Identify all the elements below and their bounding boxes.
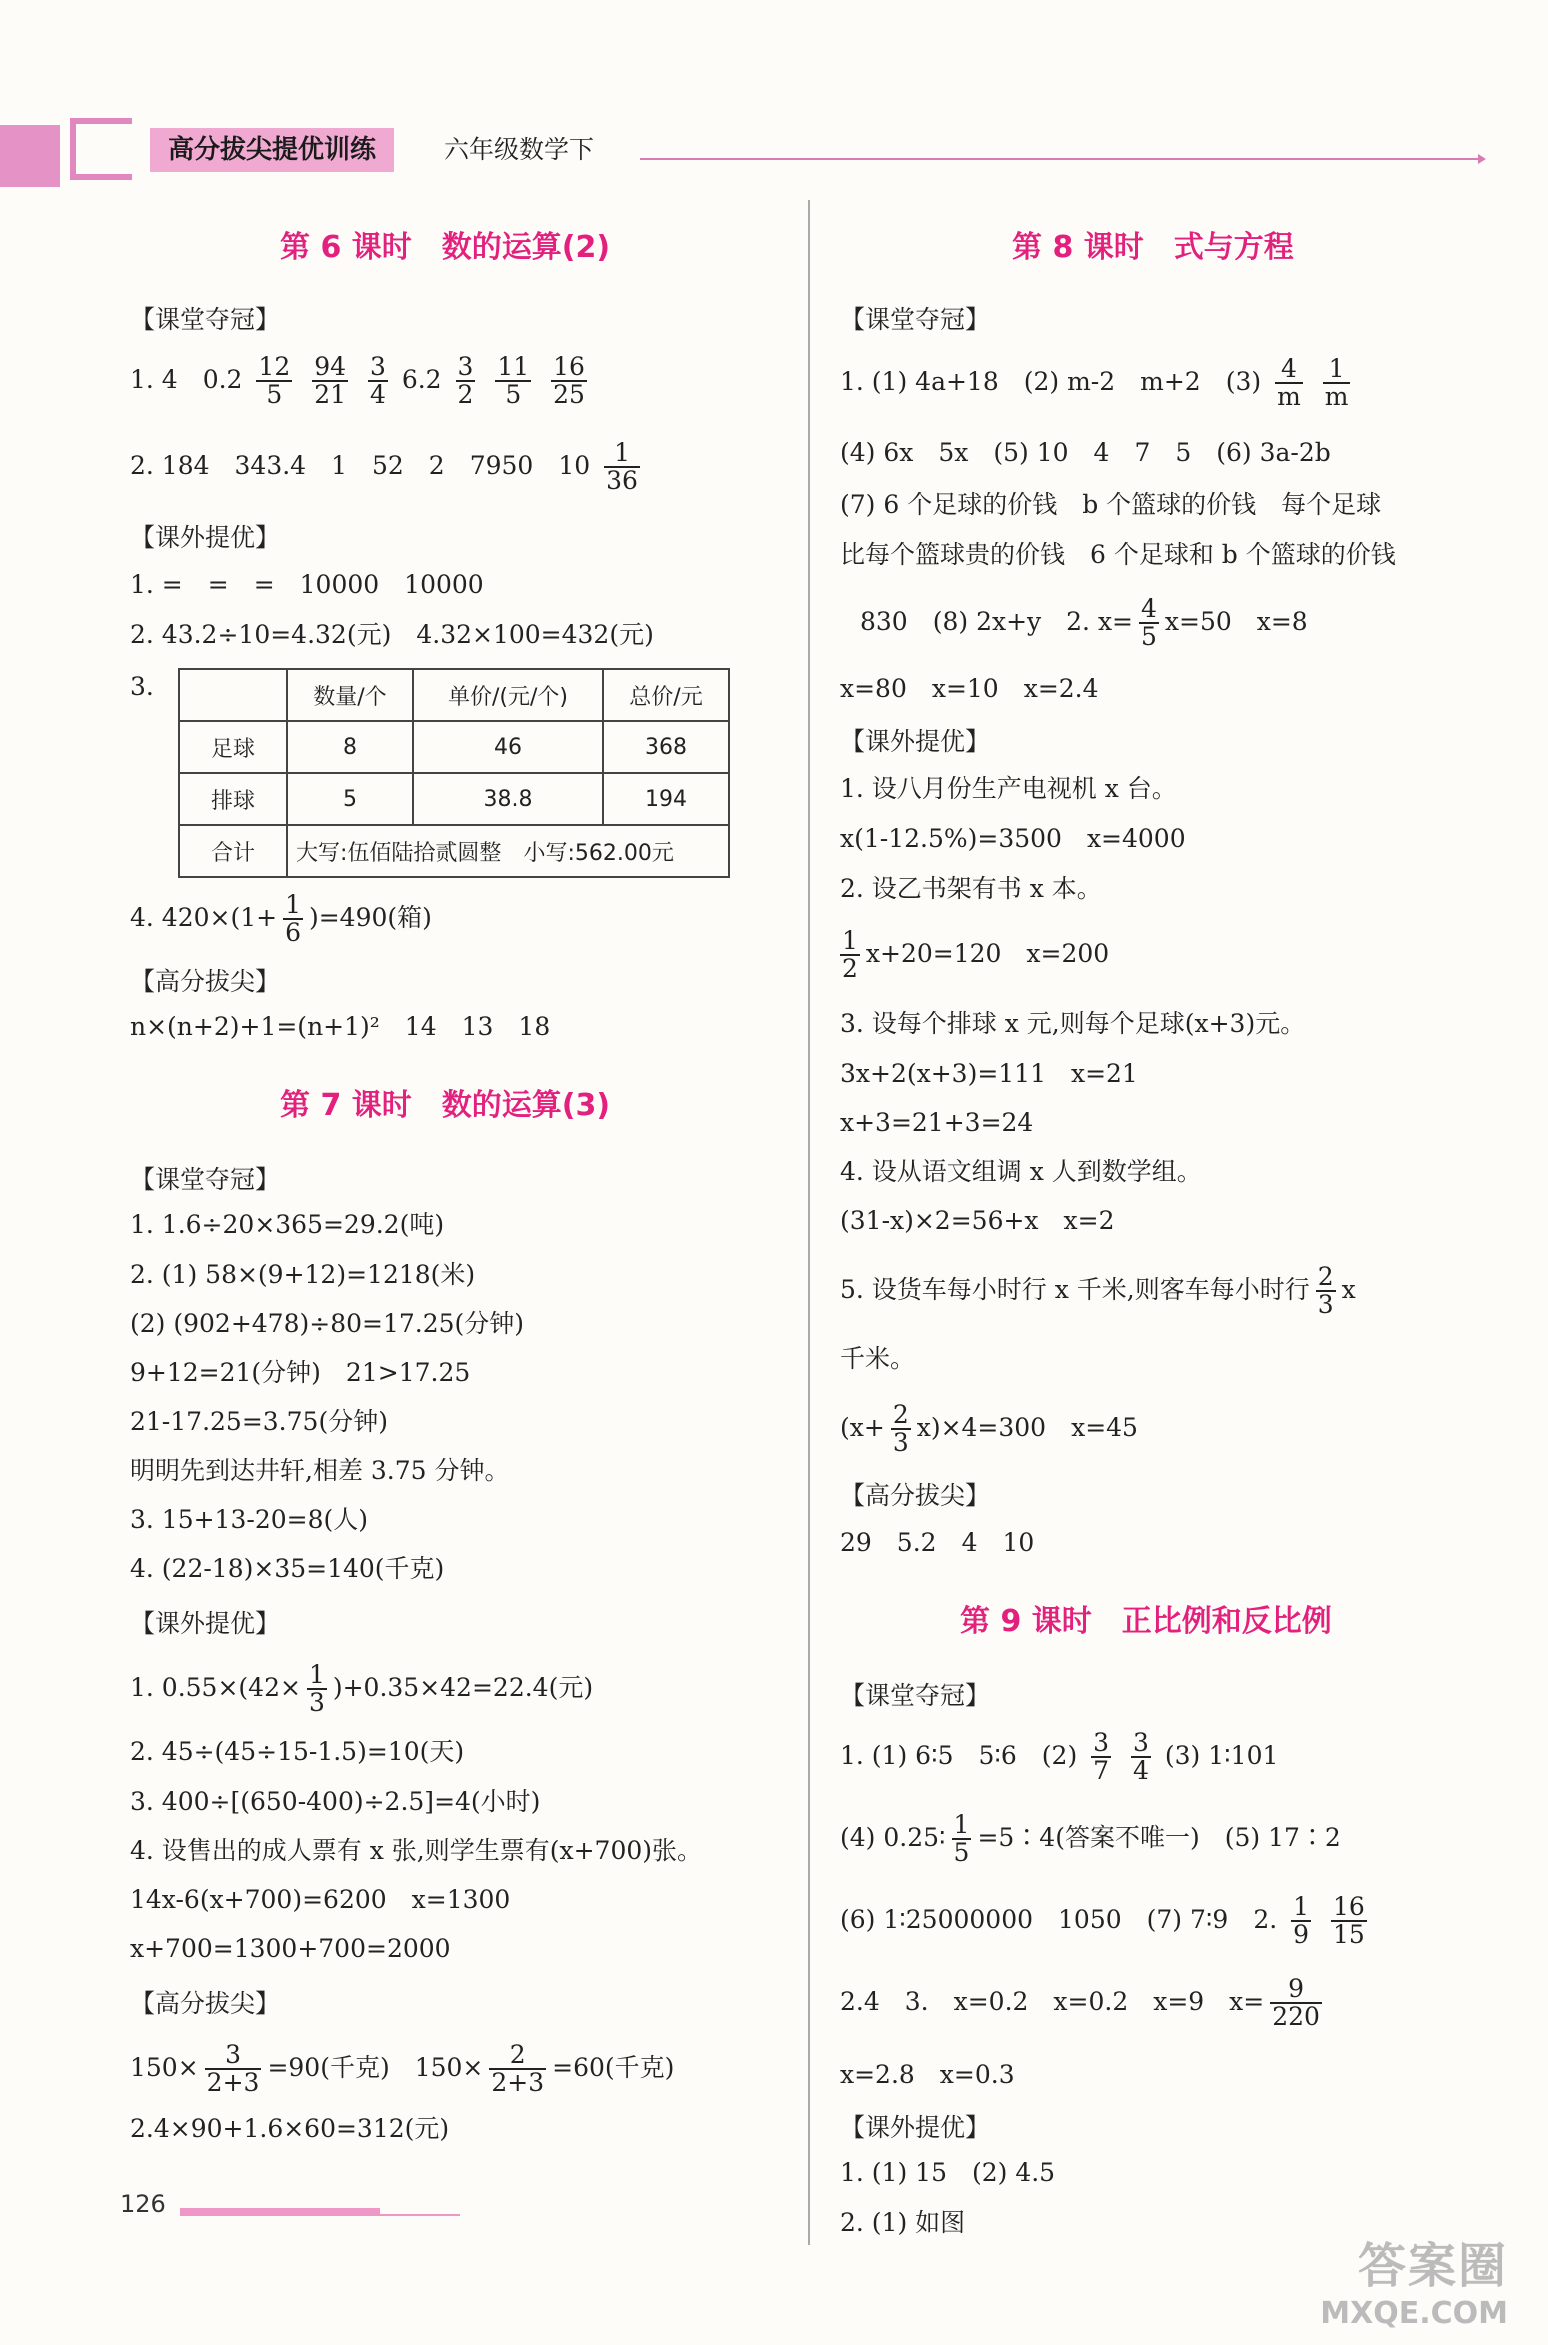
l7-k2a: 2. (1) 58×(9+12)=1218(米) (130, 1260, 476, 1289)
section-ketang: 【课堂夺冠】 (130, 305, 281, 334)
denominator: m (1277, 382, 1301, 412)
r8-k1 (840, 356, 1356, 411)
r8-w1b: x(1-12.5%)=3500 x=4000 (840, 824, 1186, 853)
table-header-cell: 总价/元 (603, 669, 729, 721)
numerator: 94 (314, 352, 346, 381)
numerator: 2 (1317, 1262, 1334, 1291)
text-fragment: 150× (130, 2052, 199, 2082)
text-fragment: x=50 x=8 (1164, 606, 1308, 636)
l7-k2d: 21-17.25=3.75(分钟) (130, 1407, 388, 1436)
table-cell: 194 (603, 773, 729, 825)
fraction (456, 354, 476, 409)
l7-k2c: 9+12=21(分钟) 21>17.25 (130, 1358, 471, 1387)
fraction (307, 1662, 327, 1717)
table-cell: 5 (287, 773, 413, 825)
numerator: 1 (308, 1660, 325, 1689)
section-kewai: 【课外提优】 (130, 1609, 281, 1638)
numerator: 16 (1332, 1892, 1365, 1921)
numerator: 1 (953, 1810, 970, 1839)
numerator: 1 (1293, 1892, 1310, 1921)
l6-k4 (130, 892, 432, 947)
r8-w5c (840, 1402, 1138, 1457)
table-cell: 合计 (179, 825, 287, 877)
fraction (1091, 1730, 1111, 1785)
denominator: 6 (285, 918, 301, 948)
denominator: 2+3 (491, 2068, 545, 2098)
denominator: 3 (308, 1688, 325, 1718)
lesson-6-title: 第 6 课时 数的运算(2) (280, 230, 611, 265)
fraction (205, 2042, 262, 2097)
section-gaofen: 【高分拔尖】 (130, 967, 281, 996)
numerator: 16 (553, 352, 585, 381)
numerator: 3 (369, 352, 386, 381)
table-cell: 8 (287, 721, 413, 773)
denominator: m (1324, 382, 1349, 412)
l7-g1 (130, 2042, 674, 2097)
r9-k3 (840, 1894, 1373, 1949)
fraction (1291, 1894, 1311, 1949)
l7-k4: 4. (22-18)×35=140(千克) (130, 1554, 445, 1583)
table-row (179, 669, 729, 721)
lesson-8-title: 第 8 课时 式与方程 (1012, 230, 1294, 265)
text-fragment: 4. 420×(1+ (130, 902, 278, 932)
section-kewai: 【课外提优】 (130, 523, 281, 552)
text-fragment: =90(千克) 150× (267, 2052, 484, 2082)
r8-k1e (860, 596, 1308, 651)
l6-k3-label: 3. (130, 672, 154, 701)
r9-k2 (840, 1812, 1341, 1867)
text-fragment: (6) 1∶25000000 1050 (7) 7∶9 2. (840, 1904, 1278, 1934)
fraction (1270, 1976, 1322, 2031)
table-header-cell: 数量/个 (287, 669, 413, 721)
l7-g2: 2.4×90+1.6×60=312(元) (130, 2114, 450, 2143)
fraction (495, 354, 531, 409)
r9-k1 (840, 1730, 1278, 1785)
text-fragment: x+20=120 x=200 (865, 938, 1110, 968)
lesson-9-title: 第 9 课时 正比例和反比例 (960, 1604, 1332, 1639)
table-cell: 足球 (179, 721, 287, 773)
text-fragment: =60(千克) (552, 2052, 675, 2082)
numerator: 1 (1323, 356, 1351, 384)
lesson-7-title: 第 7 课时 数的运算(3) (280, 1088, 611, 1123)
denominator: 2+3 (206, 2068, 260, 2098)
page-number: 126 (120, 2190, 166, 2218)
r8-w3b: 3x+2(x+3)=111 x=21 (840, 1059, 1138, 1088)
section-ketang: 【课堂夺冠】 (130, 1165, 281, 1194)
table-cell: 368 (603, 721, 729, 773)
fraction (1331, 1894, 1367, 1949)
table-row (179, 825, 729, 877)
header-book: 六年级数学下 (444, 135, 595, 164)
fraction (368, 354, 388, 409)
l7-w1 (130, 1662, 593, 1717)
r8-k1f: x=80 x=10 x=2.4 (840, 674, 1099, 703)
denominator: 7 (1093, 1756, 1110, 1786)
section-ketang: 【课堂夺冠】 (840, 1681, 991, 1710)
l6-q1 (130, 354, 593, 409)
text-fragment: =5∶4(答案不唯一) (5) 17∶2 (977, 1822, 1341, 1852)
numerator: 3 (1093, 1728, 1110, 1757)
header-tab-decoration (0, 125, 60, 187)
text-fragment: 1. 4 0.2 (130, 364, 243, 394)
section-kewai: 【课外提优】 (840, 2113, 991, 2142)
table-total-cell: 大写:伍佰陆拾贰圆整 小写:562.00元 (287, 825, 729, 877)
fraction (256, 354, 292, 409)
text-fragment: 5. 设货车每小时行 x 千米,则客车每小时行 (840, 1274, 1310, 1304)
denominator: 2 (842, 954, 858, 984)
r8-k1d: 比每个篮球贵的价钱 6 个足球和 b 个篮球的价钱 (840, 540, 1396, 569)
fraction (1131, 1730, 1151, 1785)
denominator: 21 (314, 380, 346, 410)
table-row (179, 721, 729, 773)
l7-k1: 1. 1.6÷20×365=29.2(吨) (130, 1210, 445, 1239)
text-fragment: (4) 0.25∶ (840, 1822, 946, 1852)
numerator: 12 (258, 352, 291, 381)
text-fragment: 2. 184 343.4 1 52 2 7950 10 (130, 450, 591, 480)
r9-w1: 1. (1) 15 (2) 4.5 (840, 2158, 1056, 2187)
text-fragment: (3) 1∶101 (1164, 1740, 1279, 1770)
table-header-cell (179, 669, 287, 721)
r8-w4b: (31-x)×2=56+x x=2 (840, 1206, 1115, 1235)
section-gaofen: 【高分拔尖】 (840, 1481, 991, 1510)
text-fragment: 1. (1) 4a+18 (2) m-2 m+2 (3) (840, 366, 1262, 396)
numerator: 4 (1275, 356, 1303, 384)
numerator: 1 (285, 890, 301, 919)
fraction (489, 2042, 546, 2097)
fraction (283, 892, 303, 947)
numerator: 9 (1270, 1976, 1322, 2004)
text-fragment: (x+ (840, 1412, 885, 1442)
l7-w2: 2. 45÷(45÷15-1.5)=10(天) (130, 1737, 465, 1766)
l7-w3: 3. 400÷[(650-400)÷2.5]=4(小时) (130, 1787, 541, 1816)
footer-rule (380, 2214, 460, 2216)
l7-w4c: x+700=1300+700=2000 (130, 1934, 451, 1963)
watermark-logo: 答案圈 MXQE.COM (1320, 2238, 1508, 2331)
fraction (1316, 1264, 1336, 1319)
l6-k2: 2. 43.2÷10=4.32(元) 4.32×100=432(元) (130, 620, 654, 649)
denominator: 5 (953, 1838, 970, 1868)
numerator: 3 (457, 352, 474, 381)
r8-w2a: 2. 设乙书架有书 x 本。 (840, 874, 1102, 903)
r8-w2b (840, 928, 1109, 983)
r8-w3a: 3. 设每个排球 x 元,则每个足球(x+3)元。 (840, 1009, 1306, 1038)
footer-bar (180, 2208, 380, 2216)
price-table (178, 668, 730, 878)
denominator: 15 (1332, 1920, 1365, 1950)
text-fragment: )=490(箱) (308, 902, 432, 932)
column-divider (808, 200, 810, 2245)
l6-k1: 1. = = = 10000 10000 (130, 570, 484, 599)
denominator: 36 (606, 466, 638, 496)
l7-w4b: 14x-6(x+700)=6200 x=1300 (130, 1885, 511, 1914)
denominator: 3 (1317, 1290, 1334, 1320)
numerator: 3 (1133, 1728, 1149, 1757)
text-fragment: 6.2 (401, 364, 442, 394)
r8-w1a: 1. 设八月份生产电视机 x 台。 (840, 774, 1177, 803)
l7-k2e: 明明先到达井轩,相差 3.75 分钟。 (130, 1456, 510, 1485)
numerator: 1 (842, 926, 858, 955)
r8-w5a (840, 1264, 1356, 1319)
section-gaofen: 【高分拔尖】 (130, 1989, 281, 2018)
table-cell: 46 (413, 721, 603, 773)
denominator: 3 (892, 1428, 909, 1458)
text-fragment: 830 (8) 2x+y 2. x= (860, 606, 1133, 636)
text-fragment: 1. 0.55×(42× (130, 1672, 301, 1702)
l7-k2b: (2) (902+478)÷80=17.25(分钟) (130, 1309, 525, 1338)
numerator: 1 (604, 440, 640, 468)
fraction (312, 354, 348, 409)
fraction (840, 928, 860, 983)
l6-q2 (130, 440, 646, 495)
numerator: 3 (205, 2042, 262, 2070)
header-series: 高分拔尖提优训练 (150, 128, 394, 172)
text-fragment: )+0.35×42=22.4(元) (332, 1672, 594, 1702)
r9-w2: 2. (1) 如图 (840, 2208, 966, 2237)
r8-w4a: 4. 设从语文组调 x 人到数学组。 (840, 1157, 1202, 1186)
text-fragment: 2.4 3. x=0.2 x=0.2 x=9 x= (840, 1986, 1265, 2016)
header-rule (640, 158, 1480, 160)
section-kewai: 【课外提优】 (840, 727, 991, 756)
denominator: 4 (1133, 1756, 1149, 1786)
table-header-cell: 单价/(元/个) (413, 669, 603, 721)
numerator: 4 (1141, 594, 1157, 623)
r8-w3c: x+3=21+3=24 (840, 1108, 1034, 1137)
table-cell: 排球 (179, 773, 287, 825)
section-ketang: 【课堂夺冠】 (840, 305, 991, 334)
fraction (551, 354, 587, 409)
l7-k3: 3. 15+13-20=8(人) (130, 1505, 368, 1534)
denominator: 25 (553, 380, 585, 410)
r8-g: 29 5.2 4 10 (840, 1528, 1035, 1557)
text-fragment: x (1341, 1274, 1356, 1304)
denominator: 5 (266, 380, 283, 410)
fraction (1275, 356, 1303, 411)
fraction (952, 1812, 972, 1867)
r8-k1c: (7) 6 个足球的价钱 b 个篮球的价钱 每个足球 (840, 490, 1382, 519)
denominator: 220 (1272, 2002, 1320, 2032)
fraction (1139, 596, 1159, 651)
table-row (179, 773, 729, 825)
r8-k1b: (4) 6x 5x (5) 10 4 7 5 (6) 3a-2b (840, 438, 1331, 467)
r9-k4 (840, 1976, 1328, 2031)
numerator: 2 (489, 2042, 546, 2070)
l7-w4a: 4. 设售出的成人票有 x 张,则学生票有(x+700)张。 (130, 1836, 703, 1865)
header-book-icon (70, 118, 132, 180)
denominator: 4 (369, 380, 386, 410)
l6-g: n×(n+2)+1=(n+1)² 14 13 18 (130, 1012, 551, 1041)
fraction (1323, 356, 1351, 411)
denominator: 5 (505, 380, 522, 410)
text-fragment: 1. (1) 6∶5 5∶6 (2) (840, 1740, 1078, 1770)
fraction (604, 440, 640, 495)
text-fragment: x)×4=300 x=45 (916, 1412, 1138, 1442)
denominator: 2 (457, 380, 474, 410)
denominator: 9 (1293, 1920, 1310, 1950)
r8-w5b: 千米。 (840, 1344, 916, 1373)
fraction (891, 1402, 911, 1457)
numerator: 2 (892, 1400, 909, 1429)
denominator: 5 (1141, 622, 1157, 652)
r9-k5: x=2.8 x=0.3 (840, 2060, 1015, 2089)
numerator: 11 (497, 352, 530, 381)
table-cell: 38.8 (413, 773, 603, 825)
